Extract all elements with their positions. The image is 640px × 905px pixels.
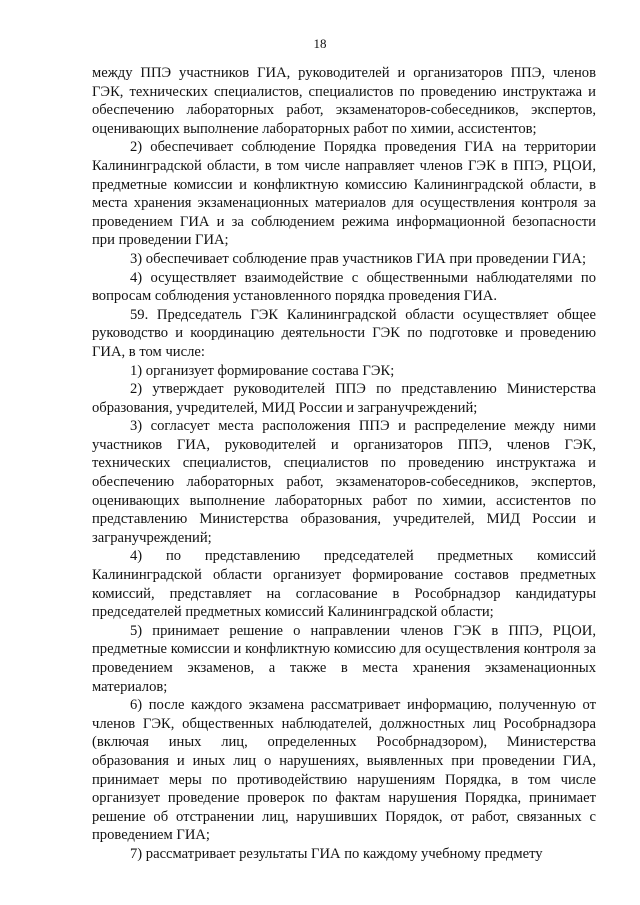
paragraph-59-item-1: 1) организует формирование состава ГЭК; (130, 362, 395, 379)
page-number: 18 (313, 36, 327, 51)
paragraph-59-item-2: 2) утверждает руководителей ППЭ по представлению Министерства образования, учредителей, МИД России и загранучреждений; (92, 381, 596, 416)
paragraph-59-item-3: 3) согласует места расположения ППЭ и распределение между ними участников ГИА, руководителей и организаторов ППЭ, членов ГЭК, технических специалистов, специалистов по проведению инструктажа и обеспечению лабораторных работ, экзаменаторов-собеседников, экспертов, оценивающих выполнение лабораторных работ по химии, ассистентов по представлению Министерства образования, учредителей, МИД России и загранучреждений; (92, 418, 596, 546)
paragraph-59-item-6: 6) после каждого экзамена рассматривает информацию, полученную от членов ГЭК, общественных наблюдателей, должностных лиц Рособрнадзора (включая иных лиц, определенных Рособрнадзором), Министерства образования и иных лиц о нарушениях, выявленных при проведении ГИА, принимает меры по противодействию нарушениям Порядка, в том числе организует проведение проверок по фактам нарушения Порядка, принимает решение об отстранении лиц, нарушивших Порядок, от работ, связанных с проведением ГИА; (92, 697, 596, 844)
paragraph-59-item-4: 4) по представлению председателей предметных комиссий Калининградской области организует формирование составов предметных комиссий, представляет на согласование в Рособрнадзор кандидатуры председателей предметных комиссий Калининградской области; (92, 548, 596, 621)
paragraph-59-item-7: 7) рассматривает результаты ГИА по каждому учебному предмету (130, 845, 543, 862)
paragraph-continuation: между ППЭ участников ГИА, руководителей и организаторов ППЭ, членов ГЭК, технических специалистов, специалистов по проведению инструктажа и обеспечению лабораторных работ, экзаменаторов-собеседников, экспертов, оценивающих выполнение лабораторных работ по химии, ассистентов; (92, 65, 596, 137)
paragraph-item-3: 3) обеспечивает соблюдение прав участников ГИА при проведении ГИА; (130, 250, 587, 267)
paragraph-59: 59. Председатель ГЭК Калининградской области осуществляет общее руководство и координацию деятельности ГЭК по подготовке и проведению ГИА, в том числе: (92, 306, 596, 360)
document-body (92, 64, 596, 864)
paragraph-item-4: 4) осуществляет взаимодействие с общественными наблюдателями по вопросам соблюдения установленного порядка проведения ГИА. (92, 269, 596, 305)
paragraph-item-2: 2) обеспечивает соблюдение Порядка проведения ГИА на территории Калининградской области, в том числе направляет членов ГЭК в ППЭ, РЦОИ, предметные комиссии и конфликтную комиссию Калининградской области, в места хранения экзаменационных материалов для осуществления контроля за проведением ГИА и за соблюдением режима информационной безопасности при проведении ГИА; (92, 139, 596, 249)
paragraph-59-item-5: 5) принимает решение о направлении членов ГЭК в ППЭ, РЦОИ, предметные комиссии и конфликтную комиссию для осуществления контроля за проведением экзаменов, а также в места хранения экзаменационных материалов; (92, 622, 596, 695)
